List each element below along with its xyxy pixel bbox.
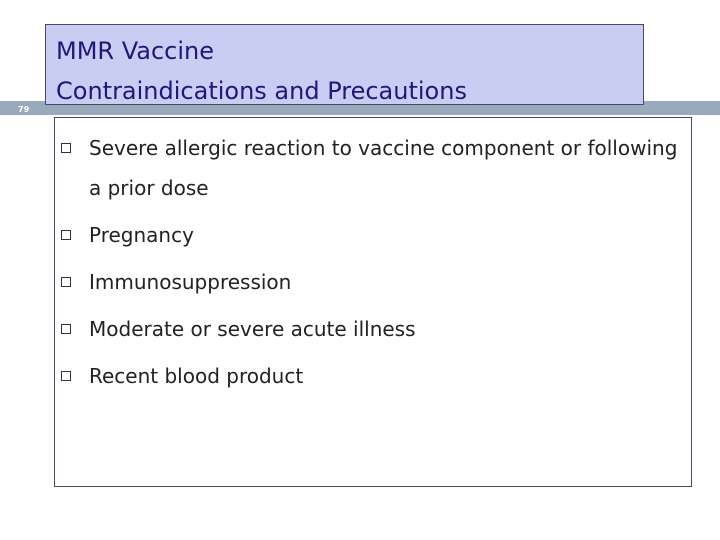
slide-content-box [54,117,692,487]
square-bullet-icon [61,143,71,153]
slide-title-line-1: MMR Vaccine [56,37,215,65]
bullet-text: Moderate or severe acute illness [89,317,416,341]
square-bullet-icon [61,230,71,240]
slide-title-line-2: Contraindications and Precautions [56,77,467,105]
bullet-item [55,262,691,302]
bullet-text: Severe allergic reaction to vaccine component or following a prior dose [89,136,678,200]
bullet-text: Pregnancy [89,223,194,247]
bullet-item [55,356,691,396]
bullet-item [55,309,691,349]
square-bullet-icon [61,324,71,334]
bullet-item [55,128,691,208]
bullet-item [55,215,691,255]
slide-title-box [45,24,644,105]
square-bullet-icon [61,277,71,287]
square-bullet-icon [61,371,71,381]
bullet-text: Immunosuppression [89,270,292,294]
slide-number: 79 [18,105,30,114]
bullet-list [55,118,691,396]
bullet-text: Recent blood product [89,364,304,388]
